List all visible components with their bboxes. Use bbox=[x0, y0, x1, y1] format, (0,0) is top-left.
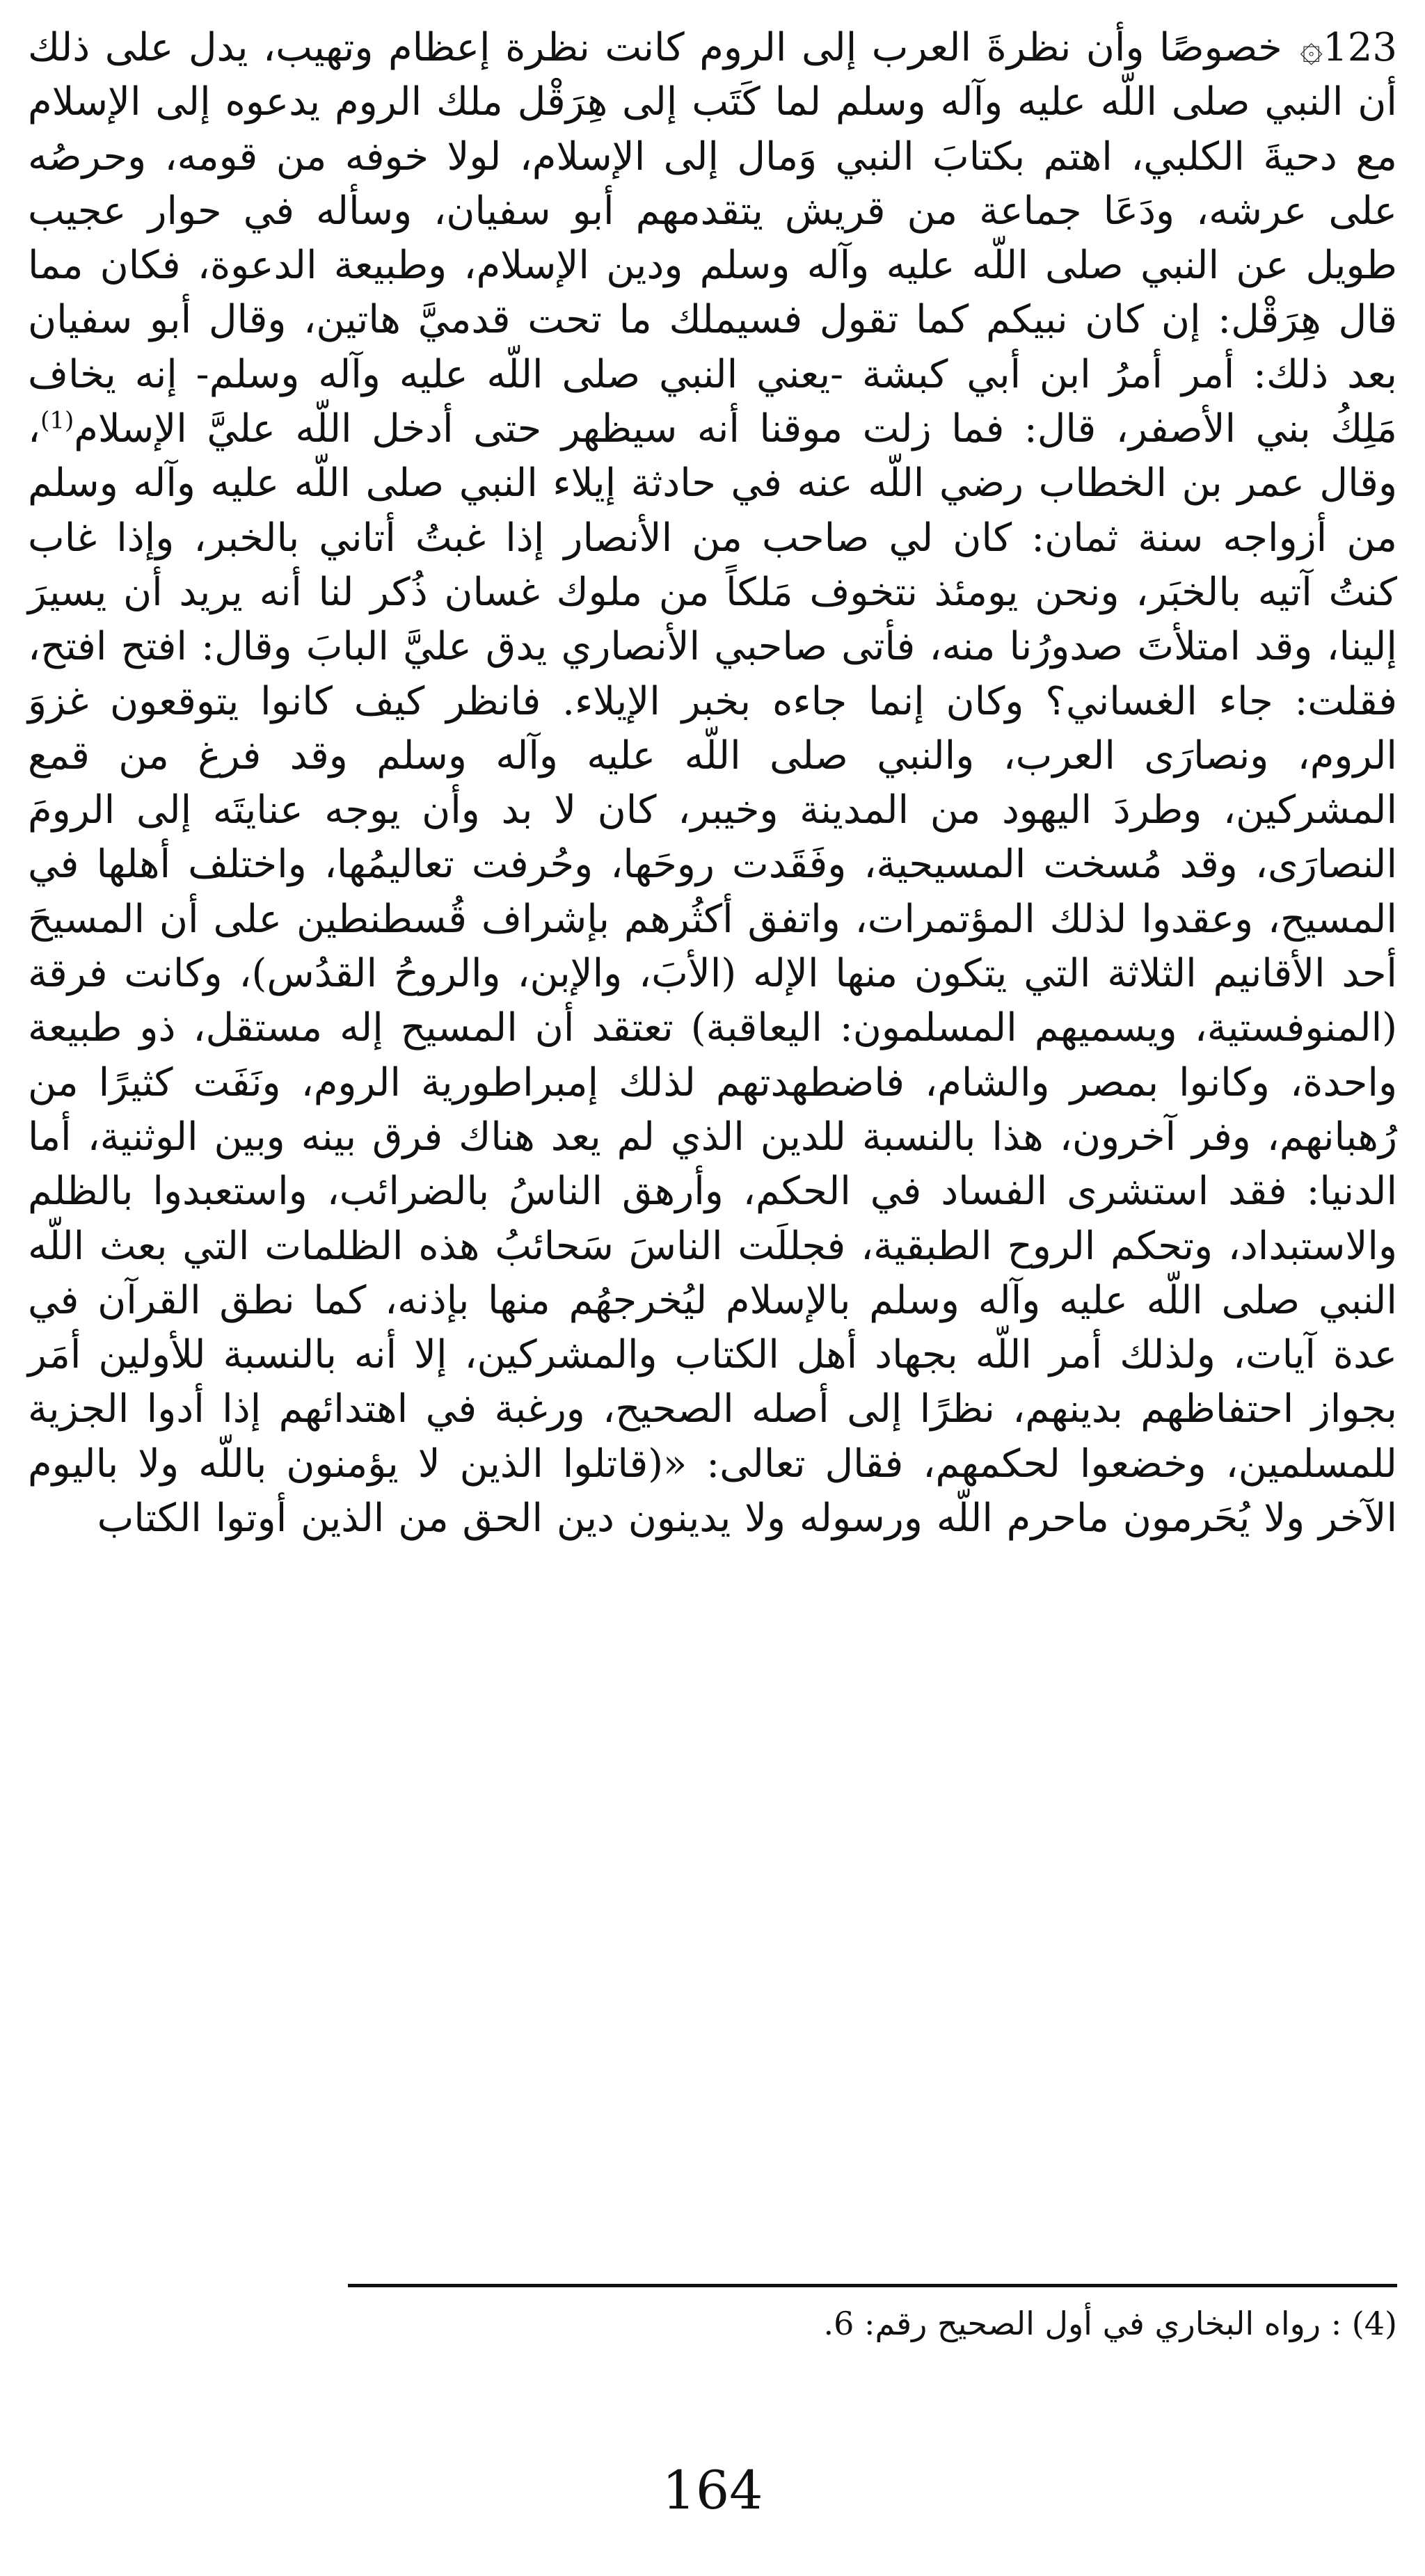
body-paragraph bbox=[28, 21, 1397, 1546]
footnote-reference: (1) bbox=[40, 406, 74, 435]
paragraph-number: 123 bbox=[1323, 25, 1397, 70]
footnote: (4) : رواه البخاري في أول الصحيح رقم: 6. bbox=[823, 2305, 1397, 2342]
body-text-part-1: خصوصًا وأن نظرةَ العرب إلى الروم كانت نظرة إعظام وتهيب، يدل على ذلك أن النبي صلى اللّه عليه وآله وسلم لما كَتَب إلى هِرَقْل ملك الروم يدعوه إلى الإسلام مع دحيةَ الكلبي، اهتم بكتابَ النبي وَمال إلى الإسلام، لولا خوفه من قومه، وحرصُه على عرشه، ودَعَا جماعة من قريش يتقدمهم أبو سفيان، وسأله في حوار عجيب طويل عن النبي صلى اللّه عليه وآله وسلم ودين الإسلام، وطبيعة الدعوة، فكان مما قال هِرَقْل: إن كان نبيكم كما تقول فسيملك ما تحت قدميَّ هاتين، وقال أبو سفيان بعد ذلك: أمر أمرُ ابن أبي كبشة -يعني النبي صلى اللّه عليه وآله وسلم- إنه يخاف مَلِكُ بني الأصفر، قال: فما زلت موقنا أنه سيظهر حتى أدخل اللّه عليَّ الإسلام bbox=[28, 25, 1397, 452]
paragraph-ornament-icon: ۞ bbox=[1300, 25, 1323, 70]
body-text-part-2: ، وقال عمر بن الخطاب رضي اللّه عنه في حادثة إيلاء النبي صلى اللّه عليه وآله وسلم من أزواجه سنة ثمان: كان لي صاحب من الأنصار إذا غبتُ أتاني بالخبر، وإذا غاب كنتُ آتيه بالخبَر، ونحن يومئذ نتخوف مَلكاً من ملوك غسان ذُكر لنا أنه يريد أن يسيرَ إلينا، وقد امتلأتَ صدورُنا منه، فأتى صاحبي الأنصاري يدق عليَّ البابَ وقال: افتح افتح، فقلت: جاء الغساني؟ وكان إنما جاءه بخبر الإيلاء. فانظر كيف كانوا يتوقعون غزوَ الروم، ونصارَى العرب، والنبي صلى اللّه عليه وآله وسلم وقد فرغ من قمع المشركين، وطردَ اليهود من المدينة وخيبر، كان لا بد وأن يوجه عنايتَه إلى الرومَ النصارَى، وقد مُسخت المسيحية، وفَقَدت روحَها، وحُرفت تعاليمُها، واختلف أهلها في المسيح، وعقدوا لذلك المؤتمرات، واتفق أكثُرهم بإشراف قُسطنطين على أن المسيحَ أحد الأقانيم الثلاثة التي يتكون منها الإله (الأبَ، والإبن، والروحُ القدُس)، وكانت فرقة (المنوفستية، ويسميهم المسلمون: اليعاقبة) تعتقد أن المسيح إله مستقل، ذو طبيعة واحدة، وكانوا بمصر والشام، فاضطهدتهم لذلك إمبراطورية الروم، ونَفَت كثيرًا من رُهبانهم، وفر آخرون، هذا بالنسبة للدين الذي لم يعد هناك فرق بينه وبين الوثنية، أما الدنيا: فقد استشرى الفساد في الحكم، وأرهق الناسُ بالضرائب، واستعبدوا بالظلم والاستبداد، وتحكم الروح الطبقية، فجللَت الناسَ سَحائبُ هذه الظلمات التي بعث اللّه النبي صلى اللّه عليه وآله وسلم بالإسلام ليُخرجهُم منها بإذنه، كما نطق القرآن في عدة آيات، ولذلك أمر اللّه بجهاد أهل الكتاب والمشركين، إلا أنه بالنسبة للأولين أمَر بجواز احتفاظهم بدينهم، نظرًا إلى أصله الصحيح، ورغبة في اهتدائهم إذا أدوا الجزية للمسلمين، وخضعوا لحكمهم، فقال تعالى: «(قاتلوا الذين لا يؤمنون باللّه ولا باليوم الآخر ولا يُحَرمون ماحرم اللّه ورسوله ولا يدينون دين الحق من الذين أوتوا الكتاب bbox=[28, 406, 1398, 1542]
page-number: 164 bbox=[662, 2459, 763, 2521]
footnote-separator bbox=[348, 2284, 1397, 2287]
